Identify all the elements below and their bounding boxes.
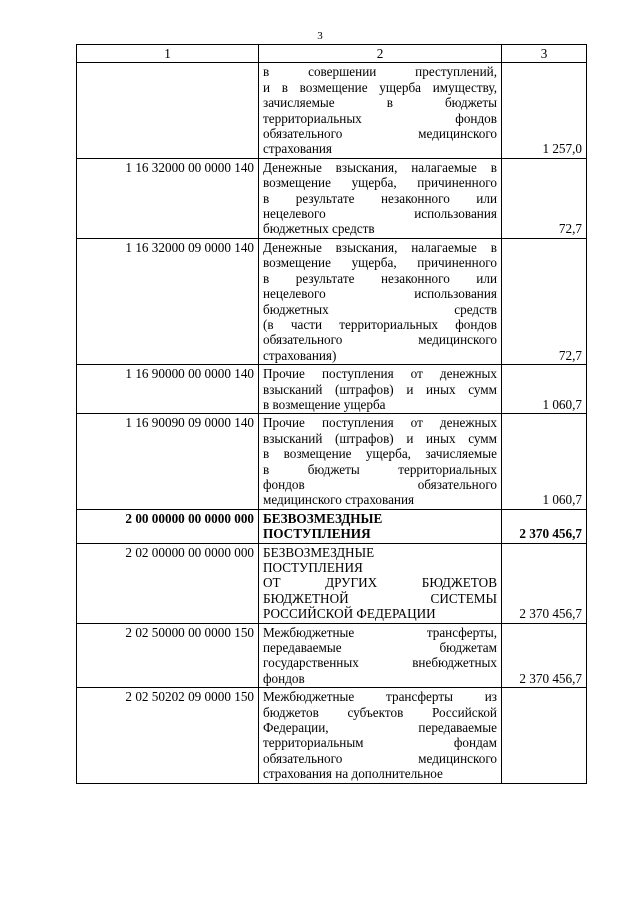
description-line: территориальным фондам [263, 735, 497, 751]
description-line: возмещение ущерба, причиненного [263, 175, 497, 191]
description-line: Межбюджетные трансферты, [263, 624, 497, 640]
description-line: БЕЗВОЗМЕЗДНЫЕ [263, 510, 383, 526]
table-row [77, 543, 587, 623]
description-line: в бюджеты территориальных [263, 461, 497, 477]
income-description [259, 238, 502, 364]
description-line: страхования [263, 141, 332, 157]
amount-value: 1 257,0 [502, 63, 587, 158]
description-line: (в части территориальных фондов [263, 316, 497, 332]
description-line: зачисляемые в бюджеты [263, 95, 497, 111]
page-number: 3 [317, 30, 323, 42]
income-description [259, 623, 502, 688]
description-line: нецелевого использования [263, 206, 497, 222]
description-line: обязательного медицинского [263, 126, 497, 142]
income-description [259, 158, 502, 238]
table-body [77, 63, 587, 783]
table-row [77, 623, 587, 688]
table-row [77, 365, 587, 414]
table-header-row [77, 45, 587, 63]
classification-code: 2 02 00000 00 0000 000 [77, 543, 259, 623]
description-line: ОТ ДРУГИХ БЮДЖЕТОВ [263, 575, 497, 591]
classification-code [77, 63, 259, 158]
description-line: нецелевого использования [263, 286, 497, 302]
amount-value [502, 688, 587, 783]
amount-value: 1 060,7 [502, 414, 587, 509]
classification-code: 1 16 32000 00 0000 140 [77, 158, 259, 238]
income-description [259, 414, 502, 509]
classification-code: 1 16 32000 09 0000 140 [77, 238, 259, 364]
description-line: ПОСТУПЛЕНИЯ [263, 526, 371, 542]
table-row [77, 509, 587, 543]
amount-value: 1 060,7 [502, 365, 587, 414]
description-line: обязательного медицинского [263, 750, 497, 766]
description-line: страхования) [263, 347, 337, 363]
amount-value: 72,7 [502, 238, 587, 364]
description-line: БЕЗВОЗМЕЗДНЫЕ [263, 544, 375, 560]
income-description [259, 365, 502, 414]
description-line: Прочие поступления от денежных [263, 366, 497, 382]
income-description [259, 509, 502, 543]
amount-value: 2 370 456,7 [502, 623, 587, 688]
classification-code: 2 00 00000 00 0000 000 [77, 509, 259, 543]
table-row [77, 688, 587, 783]
description-line: в возмещение ущерба [263, 396, 386, 412]
description-line: Прочие поступления от денежных [263, 415, 497, 431]
description-line: бюджетных средств [263, 221, 375, 237]
budget-table [76, 44, 587, 784]
amount-value: 72,7 [502, 158, 587, 238]
description-line: Денежные взыскания, налагаемые в [263, 159, 497, 175]
amount-value: 2 370 456,7 [502, 509, 587, 543]
description-line: БЮДЖЕТНОЙ СИСТЕМЫ [263, 590, 497, 606]
classification-code: 1 16 90000 00 0000 140 [77, 365, 259, 414]
description-line: взысканий (штрафов) и иных сумм [263, 430, 497, 446]
column-header-code: 1 [77, 45, 259, 63]
description-line: Денежные взыскания, налагаемые в [263, 239, 497, 255]
description-line: Межбюджетные трансферты из [263, 689, 497, 705]
column-header-name: 2 [259, 45, 502, 63]
table-row [77, 414, 587, 509]
classification-code: 1 16 90090 09 0000 140 [77, 414, 259, 509]
description-line: страхования на дополнительное [263, 766, 443, 782]
income-description [259, 688, 502, 783]
classification-code: 2 02 50000 00 0000 150 [77, 623, 259, 688]
description-line: государственных внебюджетных [263, 655, 497, 671]
description-line: взысканий (штрафов) и иных сумм [263, 381, 497, 397]
description-line: бюджетов субъектов Российской [263, 704, 497, 720]
description-line: в возмещение ущерба, зачисляемые [263, 446, 497, 462]
description-line: Федерации, передаваемые [263, 720, 497, 736]
table-row [77, 238, 587, 364]
table-row [77, 158, 587, 238]
amount-value: 2 370 456,7 [502, 543, 587, 623]
description-line: фондов обязательного [263, 476, 497, 492]
table-row [77, 63, 587, 158]
description-line: фондов [263, 670, 305, 686]
income-description [259, 63, 502, 158]
description-line: ПОСТУПЛЕНИЯ [263, 560, 363, 575]
description-line: в результате незаконного или [263, 270, 497, 286]
income-description [259, 543, 502, 623]
description-line: РОССИЙСКОЙ ФЕДЕРАЦИИ [263, 606, 436, 622]
description-line: в совершении преступлений, [263, 64, 497, 80]
description-line: бюджетных средств [263, 301, 497, 317]
description-line: возмещение ущерба, причиненного [263, 255, 497, 271]
description-line: передаваемые бюджетам [263, 640, 497, 656]
description-line: территориальных фондов [263, 110, 497, 126]
classification-code: 2 02 50202 09 0000 150 [77, 688, 259, 783]
column-header-amount: 3 [502, 45, 587, 63]
description-line: обязательного медицинского [263, 332, 497, 348]
description-line: медицинского страхования [263, 492, 415, 508]
description-line: и в возмещение ущерба имуществу, [263, 79, 497, 95]
description-line: в результате незаконного или [263, 190, 497, 206]
